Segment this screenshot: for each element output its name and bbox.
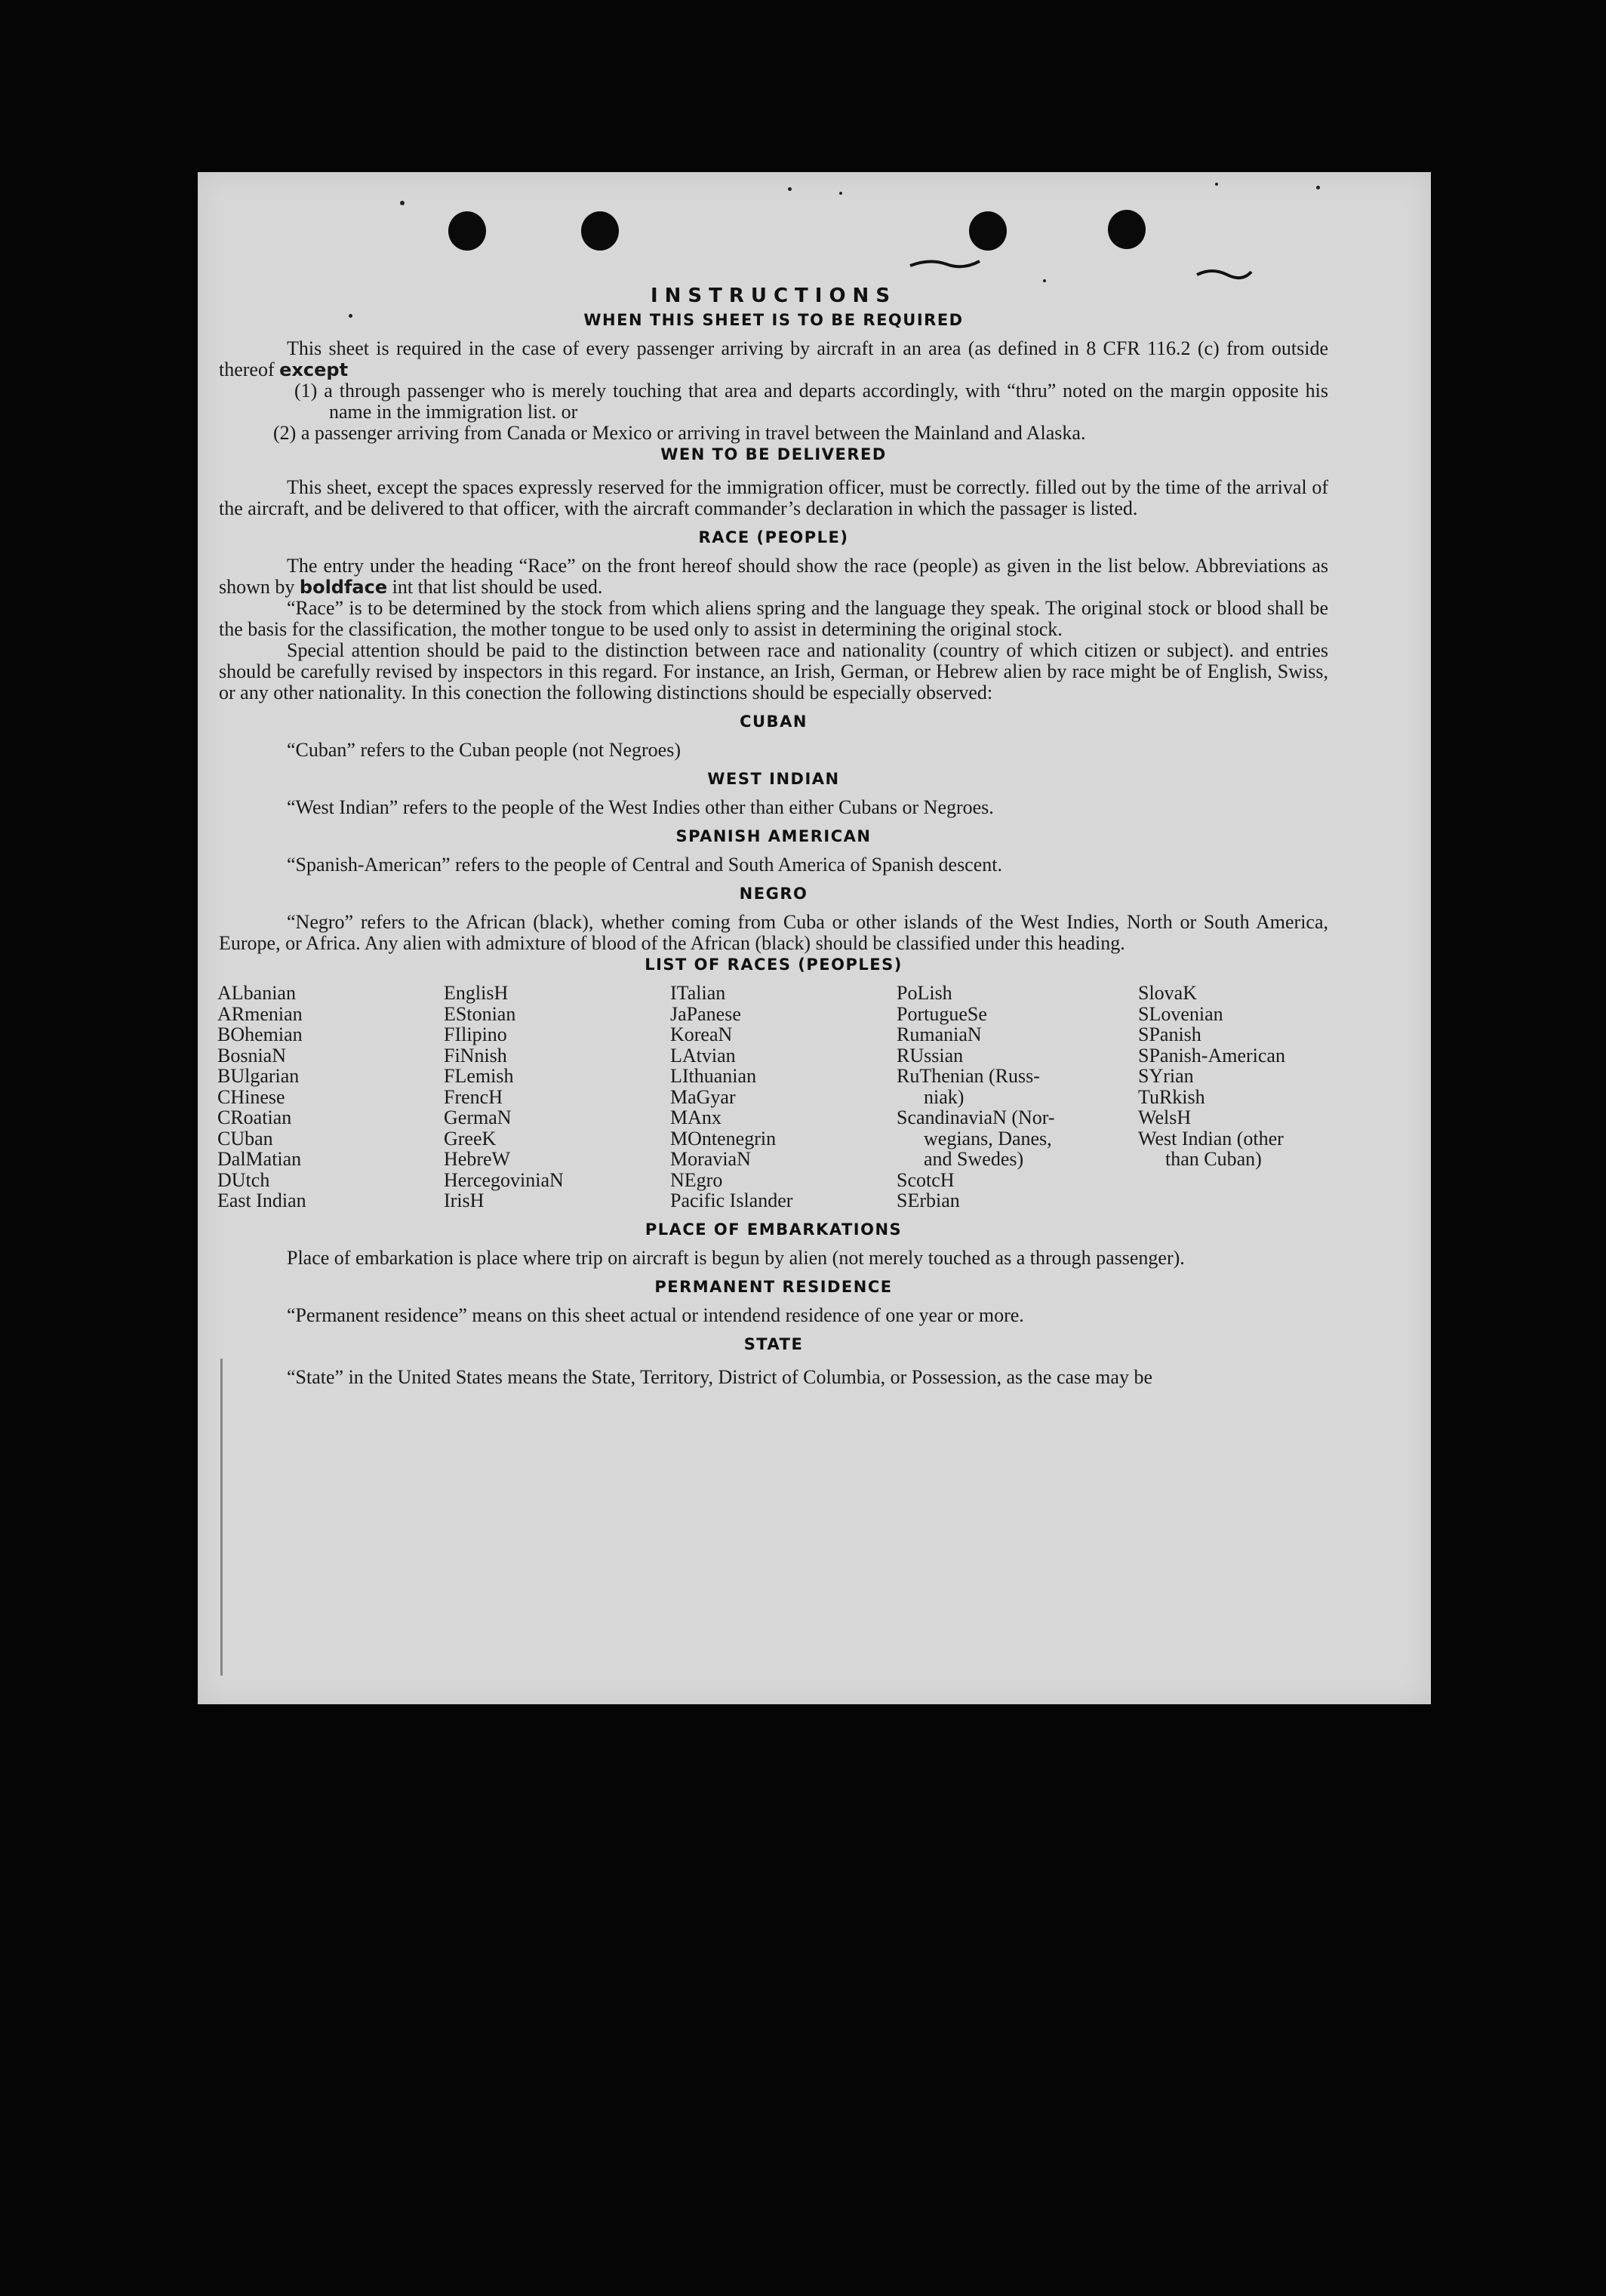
race-entry-continuation: than Cuban) [1165, 1148, 1262, 1170]
race-entry: BOhemian [217, 1023, 303, 1045]
race-entry: RumaniaN [897, 1023, 982, 1045]
race-entry: GreeK [444, 1127, 497, 1150]
race-entry: BUlgarian [217, 1065, 300, 1087]
race-entry: ScotcH [897, 1168, 955, 1191]
race-entry: MaGyar [670, 1085, 736, 1108]
section-heading-embarkation: PLACE OF EMBARKATIONS [645, 1220, 903, 1239]
race-entry: SLovenian [1138, 1002, 1223, 1025]
race-entry-continuation: wegians, Danes, [924, 1127, 1052, 1150]
race-entry: LIthuanian [670, 1065, 757, 1087]
residence-text: “Permanent residence” means on this sheet actual or intendend residence of one year or more. [287, 1303, 1024, 1326]
races-column-1 [217, 983, 444, 1211]
race-entry: JaPanese [670, 1002, 741, 1025]
paper-speck [400, 201, 405, 205]
race-entry: CHinese [217, 1085, 285, 1108]
except-bold-text: except [279, 359, 349, 380]
section-heading-spanish-american: SPANISH AMERICAN [675, 827, 872, 845]
punch-hole [448, 211, 486, 251]
required-item-2: (2) a passenger arriving from Canada or Mexico or arriving in travel between the Mainland and Alaska. [273, 422, 1086, 444]
west-indian-text: “West Indian” refers to the people of the West Indies other than either Cubans or Negroes. [287, 796, 994, 818]
races-list [217, 983, 1328, 1211]
race-entry: MAnx [670, 1106, 721, 1128]
race-entry: EStonian [444, 1002, 516, 1025]
section-heading-delivered: WEN TO BE DELIVERED [660, 445, 887, 463]
race-entry: East Indian [217, 1190, 306, 1211]
section-heading-cuban: CUBAN [740, 712, 808, 731]
race-entry-continuation: and Swedes) [924, 1148, 1024, 1170]
race-entry: PortugueSe [897, 1002, 987, 1025]
race-entry: DUtch [217, 1168, 270, 1191]
required-item-1: (1) a through passenger who is merely touching that area and departs accordingly, with “thru” noted on the margin opposite his name in the immigration list. or [294, 380, 1328, 423]
race-paragraph-1: The entry under the heading “Race” on the front hereof should show the race (people) as given in the list below. Abbreviations as shown by boldface int that list should be used. [219, 555, 1328, 598]
page-title: INSTRUCTIONS [650, 285, 897, 307]
race-entry: ALbanian [217, 982, 296, 1004]
race-entry: GermaN [444, 1106, 512, 1128]
instructions-content [219, 285, 1328, 1388]
left-edge-mark [220, 1359, 223, 1676]
section-heading-west-indian: WEST INDIAN [707, 770, 840, 788]
race-entry: MoraviaN [670, 1148, 751, 1170]
race-entry: NEgro [670, 1168, 723, 1191]
race-entry: WelsH [1138, 1106, 1192, 1128]
race-entry: CRoatian [217, 1106, 292, 1128]
punch-hole [1108, 210, 1146, 249]
paper-speck [1316, 186, 1320, 189]
cuban-text: “Cuban” refers to the Cuban people (not Negroes) [287, 739, 681, 761]
section-heading-required: WHEN THIS SHEET IS TO BE REQUIRED [583, 311, 964, 329]
race-entry: SErbian [897, 1190, 960, 1211]
pencil-mark [907, 254, 983, 272]
race-entry: HebreW [444, 1148, 511, 1170]
race-entry: ARmenian [217, 1002, 303, 1025]
race-entry: SPanish [1138, 1023, 1201, 1045]
race-entry: West Indian (other [1138, 1127, 1284, 1150]
paper-speck [788, 187, 792, 191]
race-entry: ITalian [670, 982, 726, 1004]
race-entry: MOntenegrin [670, 1127, 777, 1150]
race-entry-continuation: niak) [924, 1085, 965, 1108]
race-entry: FIlipino [444, 1023, 507, 1045]
race-entry: PoLish [897, 982, 952, 1004]
races-column-2 [444, 983, 670, 1211]
races-column-3 [670, 983, 897, 1211]
race-entry: RUssian [897, 1044, 964, 1066]
section-heading-negro: NEGRO [739, 885, 808, 903]
delivered-text: This sheet, except the spaces expressly reserved for the immigration officer, must be correctly. filled out by the time of the arrival of the aircraft, and be delivered to that officer, with the aircraft commander’s declaration in which the passager is listed. [219, 476, 1328, 519]
boldface-bold-text: boldface [299, 577, 388, 598]
spanish-american-text: “Spanish-American” refers to the people of Central and South America of Spanish descent. [287, 854, 1002, 876]
race-entry: SPanish-American [1138, 1044, 1285, 1066]
section-heading-races-list: LIST OF RACES (PEOPLES) [645, 956, 903, 974]
race-entry: HercegoviniaN [444, 1168, 564, 1191]
race-entry: TuRkish [1138, 1085, 1205, 1108]
embarkation-text: Place of embarkation is place where trip on aircraft is begun by alien (not merely touched as a through passenger). [287, 1246, 1185, 1269]
race-entry: KoreaN [670, 1023, 733, 1045]
negro-text: “Negro” refers to the African (black), whether coming from Cuba or other islands of the West Indies, North or South America, Europe, or Africa. Any alien with admixture of blood of the African (black) should be classified under this heading. [219, 911, 1328, 954]
section-heading-race: RACE (PEOPLE) [698, 528, 849, 546]
race-entry: RuThenian (Russ- [897, 1065, 1040, 1087]
races-column-5 [1138, 983, 1334, 1211]
race-entry: CUban [217, 1127, 273, 1150]
section-heading-state: STATE [743, 1334, 804, 1353]
race-entry: FrencH [444, 1085, 503, 1108]
race-entry: FLemish [444, 1065, 514, 1087]
race-paragraph-3: Special attention should be paid to the distinction between race and nationality (country of which citizen or subject). and entries should be carefully revised by inspectors in this regard. For instance, an Irish, German, or Hebrew alien by race might be of English, Swiss, or any other nationality. In this conection the following distinctions should be especially observed: [219, 639, 1328, 703]
race-entry: SYrian [1138, 1065, 1194, 1087]
required-intro: This sheet is required in the case of every passenger arriving by aircraft in an area (as defined in 8 CFR 116.2 (c) from outside thereof except [219, 337, 1328, 380]
pencil-mark [1194, 266, 1254, 281]
race-entry: FiNnish [444, 1044, 507, 1066]
section-heading-residence: PERMANENT RESIDENCE [654, 1277, 893, 1296]
punch-hole [581, 211, 619, 251]
state-text: “State” in the United States means the State, Territory, District of Columbia, or Possession, as the case may be [287, 1365, 1152, 1388]
paper-speck [1043, 279, 1046, 282]
paper-speck [839, 192, 842, 195]
race-entry: EnglisH [444, 982, 509, 1004]
race-entry: DalMatian [217, 1148, 302, 1170]
race-entry: Pacific Islander [670, 1190, 793, 1211]
races-column-4 [897, 983, 1138, 1211]
paper-speck [1215, 183, 1218, 186]
race-entry: SlovaK [1138, 982, 1197, 1004]
race-entry: BosniaN [217, 1044, 286, 1066]
race-entry: ScandinaviaN (Nor- [897, 1106, 1055, 1128]
race-paragraph-2: “Race” is to be determined by the stock from which aliens spring and the language they speak. The original stock or blood shall be the basis for the classification, the mother tongue to be used only to assist in determining the original stock. [219, 597, 1328, 640]
punch-hole [969, 211, 1007, 251]
race-entry: IrisH [444, 1190, 485, 1211]
race-entry: LAtvian [670, 1044, 736, 1066]
